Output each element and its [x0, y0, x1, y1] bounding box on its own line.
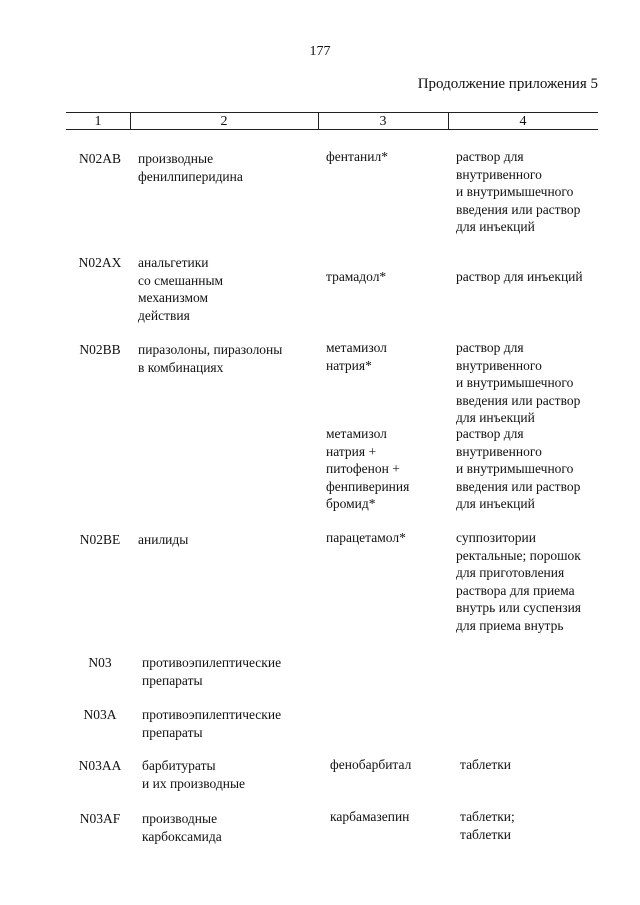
- row-form: таблетки; таблетки: [460, 809, 515, 842]
- row-form: раствор для внутривенного и внутримышечного введения или раствор для инъекций: [456, 149, 581, 234]
- row-drug: трамадол*: [326, 269, 387, 284]
- continuation-caption: Продолжение приложения 5: [417, 76, 598, 92]
- row-group: анальгетики со смешанным механизмом действия: [138, 255, 224, 323]
- row-code: N03A: [83, 707, 117, 722]
- row-drug: карбамазепин: [330, 809, 410, 824]
- row-form: таблетки: [460, 757, 512, 772]
- row-group: пиразолоны, пиразолоны в комбинациях: [138, 342, 283, 375]
- row-form: суппозитории ректальные; порошок для приготовления раствора для приема внутрь или суспензия для приема внутрь: [456, 530, 582, 633]
- row-group: анилиды: [138, 532, 189, 547]
- table-top-border: [66, 112, 598, 113]
- row-drug: метамизол натрия*: [326, 340, 387, 373]
- row-code: N02AX: [78, 255, 122, 270]
- row-group: производные фенилпиперидина: [138, 151, 243, 184]
- row-group: барбитураты и их производные: [142, 758, 246, 791]
- row-drug: фентанил*: [326, 149, 388, 164]
- row-group: производные карбоксамида: [142, 811, 222, 844]
- header-col-3: 3: [379, 114, 387, 129]
- page-number: 177: [309, 44, 331, 59]
- row-group: противоэпилептические препараты: [142, 655, 282, 688]
- row-drug: парацетамол*: [326, 530, 406, 545]
- row-code: N02AB: [78, 151, 121, 166]
- row-drug: метамизол натрия + питофенон + фенпивериния бромид*: [326, 426, 410, 511]
- row-form: раствор для внутривенного и внутримышечного введения или раствор для инъекций: [456, 426, 581, 511]
- row-drug: фенобарбитал: [330, 757, 412, 772]
- row-code: N02BB: [79, 342, 121, 357]
- row-code: N03AA: [78, 758, 122, 773]
- header-col-1: 1: [94, 114, 102, 129]
- header-col-4: 4: [519, 114, 527, 129]
- row-code: N03: [88, 655, 112, 670]
- row-form: раствор для внутривенного и внутримышечного введения или раствор для инъекций: [456, 340, 581, 425]
- row-code: N03AF: [79, 811, 121, 826]
- row-form: раствор для инъекций: [456, 269, 583, 284]
- row-group: противоэпилептические препараты: [142, 707, 282, 740]
- row-code: N02BE: [79, 532, 121, 547]
- header-col-2: 2: [220, 114, 228, 129]
